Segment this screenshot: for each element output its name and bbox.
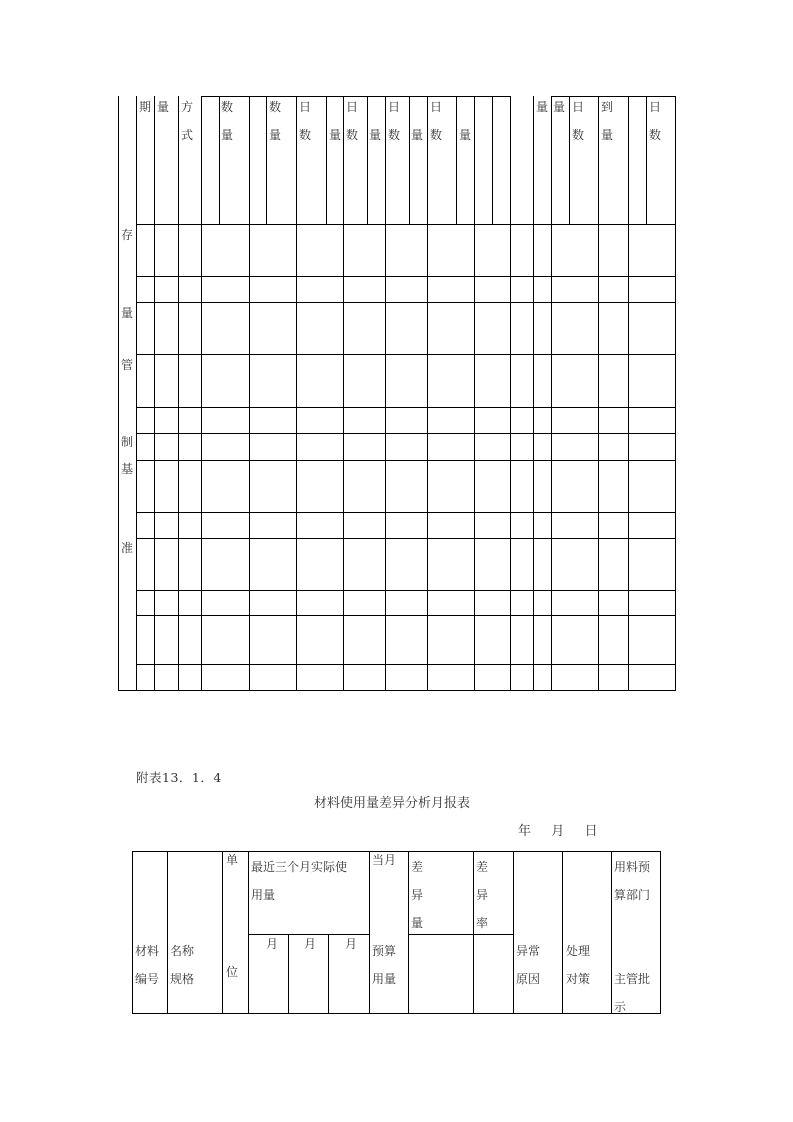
col-divider — [369, 851, 370, 1014]
header-cell-text: 量 — [553, 100, 566, 114]
side-label-char: 量 — [121, 306, 134, 320]
header-cell-text: 式 — [181, 128, 194, 142]
report-title: 材料使用量差异分析月报表 — [314, 796, 471, 811]
side-label-char: 管 — [121, 358, 134, 372]
side-label-char: 基 — [121, 462, 134, 476]
header-cell-text: 数 — [388, 128, 401, 142]
header-unit-bottom: 位 — [226, 965, 239, 979]
table-border-bottom — [132, 1013, 661, 1014]
header-cell-text: 量 — [329, 128, 342, 142]
header-cell-text: 数 — [346, 128, 359, 142]
header-cell-text: 日 — [346, 100, 359, 114]
header-month-3: 月 — [345, 937, 358, 951]
header-cell-text: 日 — [572, 100, 585, 114]
header-cell-text: 数 — [430, 128, 443, 142]
header-name-spec: 名称 规格 — [170, 944, 195, 986]
row-divider — [248, 934, 369, 935]
header-cell-text: 量 — [269, 128, 282, 142]
header-unit-top: 单 — [226, 853, 239, 867]
header-cell-text: 日 — [299, 100, 312, 114]
header-variance-rate: 差 异 率 — [476, 860, 489, 930]
header-cell-text: 数 — [299, 128, 312, 142]
header-variance-qty: 差 异 量 — [411, 860, 424, 930]
col-divider — [328, 934, 329, 1014]
header-cell-text: 量 — [157, 100, 170, 114]
header-cell-text: 到 — [601, 100, 614, 114]
col-divider — [288, 934, 289, 1014]
table-border-left — [132, 851, 133, 1014]
col-divider — [611, 851, 612, 1014]
header-month-1: 月 — [266, 937, 279, 951]
header-cell-text: 日 — [388, 100, 401, 114]
col-divider — [513, 851, 514, 1014]
header-cell-text: 日 — [430, 100, 443, 114]
header-material-no: 材料 编号 — [135, 944, 160, 986]
side-label-char: 存 — [121, 228, 134, 242]
header-budget-bottom: 预算 用量 — [372, 944, 397, 986]
header-dept-bottom: 主管批 示 — [614, 972, 651, 1014]
header-recent-usage: 最近三个月实际使 用量 — [251, 860, 348, 902]
date-month: 月 — [551, 824, 565, 839]
header-cell-text: 方 — [181, 100, 194, 114]
header-cell-text: 量 — [221, 128, 234, 142]
header-cell-text: 数 — [221, 100, 234, 114]
annex-label: 附表13．1．4 — [136, 770, 222, 785]
header-cell-text: 量 — [369, 128, 382, 142]
header-dept-top: 用料预 算部门 — [614, 860, 651, 902]
header-month-2: 月 — [304, 937, 317, 951]
col-divider — [167, 851, 168, 1014]
col-divider — [248, 851, 249, 1014]
date-year: 年 — [518, 824, 532, 839]
header-budget-top: 当月 — [372, 853, 397, 867]
header-cell-text: 日 — [649, 100, 662, 114]
header-cell-text: 数 — [269, 100, 282, 114]
table-border-right — [660, 851, 661, 1014]
date-day: 日 — [584, 824, 598, 839]
header-cell-text: 量 — [411, 128, 424, 142]
header-cell-text: 量 — [601, 128, 614, 142]
header-cell-text: 数 — [649, 128, 662, 142]
col-divider — [408, 851, 409, 1014]
side-label-char: 准 — [121, 541, 134, 555]
header-countermeasure: 处理 对策 — [566, 944, 591, 986]
header-cell-text: 数 — [572, 128, 585, 142]
col-divider — [562, 851, 563, 1014]
header-cell-text: 量 — [536, 100, 549, 114]
header-cell-text: 期 — [139, 100, 152, 114]
table-border-top — [132, 851, 661, 852]
header-cell-text: 量 — [459, 128, 472, 142]
col-divider — [473, 851, 474, 1014]
side-label-char: 制 — [121, 435, 134, 449]
col-divider — [222, 851, 223, 1014]
row-divider — [408, 934, 513, 935]
header-abnormal-cause: 异常 原因 — [516, 944, 541, 986]
